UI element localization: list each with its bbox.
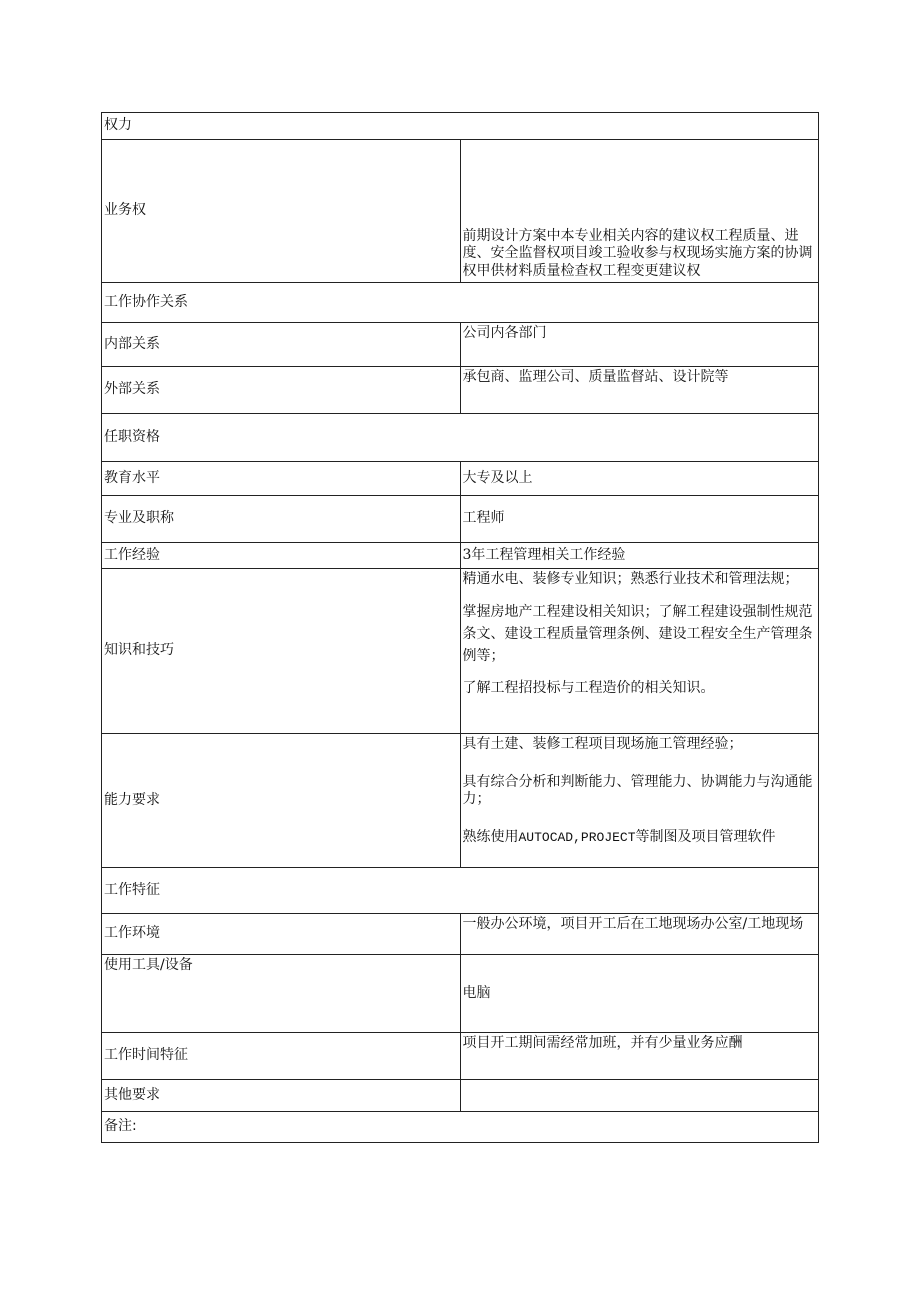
remarks-row <box>102 1112 819 1143</box>
knowledge-item: 精通水电、装修专业知识；熟悉行业技术和管理法规； <box>462 571 799 587</box>
environment-row <box>102 914 819 955</box>
power-section-title: 权力 <box>102 113 819 140</box>
major-label: 专业及职称 <box>102 496 461 543</box>
power-section-row <box>102 113 819 140</box>
environment-value: 一般办公环境，项目开工后在工地现场办公室/工地现场 <box>460 914 819 955</box>
knowledge-item: 掌握房地产工程建设相关知识；了解工程建设强制性规范条文、建设工程质量管理条例、建设工程安全生产管理条例等； <box>462 603 813 665</box>
internal-relation-value: 公司内各部门 <box>460 323 819 367</box>
knowledge-value <box>460 569 819 734</box>
ability-row <box>102 734 819 868</box>
experience-label: 工作经验 <box>102 543 461 569</box>
business-power-label: 业务权 <box>102 140 461 283</box>
tools-row <box>102 955 819 1033</box>
work-features-section-title: 工作特征 <box>102 868 819 914</box>
work-time-value: 项目开工期间需经常加班，并有少量业务应酬 <box>460 1033 819 1080</box>
ability-value <box>460 734 819 868</box>
knowledge-item: 了解工程招投标与工程造价的相关知识。 <box>462 679 715 696</box>
external-relation-row <box>102 367 819 414</box>
business-power-row <box>102 140 819 283</box>
education-label: 教育水平 <box>102 462 461 496</box>
knowledge-label: 知识和技巧 <box>102 569 461 734</box>
qualification-section-row <box>102 414 819 462</box>
ability-item-software <box>463 829 817 847</box>
job-description-table <box>101 112 819 1143</box>
external-relation-value: 承包商、监理公司、质量监督站、设计院等 <box>460 367 819 414</box>
collaboration-section-title: 工作协作关系 <box>102 283 819 323</box>
work-time-row <box>102 1033 819 1080</box>
major-value: 工程师 <box>460 496 819 543</box>
business-power-value: 前期设计方案中本专业相关内容的建议权工程质量、进度、安全监督权项目竣工验收参与权现场实施方案的协调权甲供材料质量检查权工程变更建议权 <box>460 140 819 283</box>
internal-relation-label: 内部关系 <box>102 323 461 367</box>
ability-software-names: AUTOCAD,PROJECT <box>518 829 636 845</box>
work-time-label: 工作时间特征 <box>102 1033 461 1080</box>
ability-label: 能力要求 <box>102 734 461 868</box>
remarks-label: 备注: <box>102 1112 819 1143</box>
external-relation-label: 外部关系 <box>102 367 461 414</box>
other-requirements-value <box>460 1080 819 1112</box>
experience-row <box>102 543 819 569</box>
collaboration-section-row <box>102 283 819 323</box>
internal-relation-row <box>102 323 819 367</box>
qualification-section-title: 任职资格 <box>102 414 819 462</box>
experience-value: 3年工程管理相关工作经验 <box>460 543 819 569</box>
education-value: 大专及以上 <box>460 462 819 496</box>
ability-software-suffix: 等制图及项目管理软件 <box>635 828 776 845</box>
major-row <box>102 496 819 543</box>
tools-value: 电脑 <box>460 955 819 1033</box>
knowledge-row <box>102 569 819 734</box>
work-features-section-row <box>102 868 819 914</box>
other-requirements-row <box>102 1080 819 1112</box>
other-requirements-label: 其他要求 <box>102 1080 461 1112</box>
ability-item: 具有综合分析和判断能力、管理能力、协调能力与沟通能力； <box>462 773 813 807</box>
ability-software-prefix: 熟练使用 <box>462 828 519 845</box>
ability-item: 具有土建、装修工程项目现场施工管理经验； <box>462 736 743 752</box>
education-row <box>102 462 819 496</box>
environment-label: 工作环境 <box>102 914 461 955</box>
tools-label: 使用工具/设备 <box>102 955 461 1033</box>
